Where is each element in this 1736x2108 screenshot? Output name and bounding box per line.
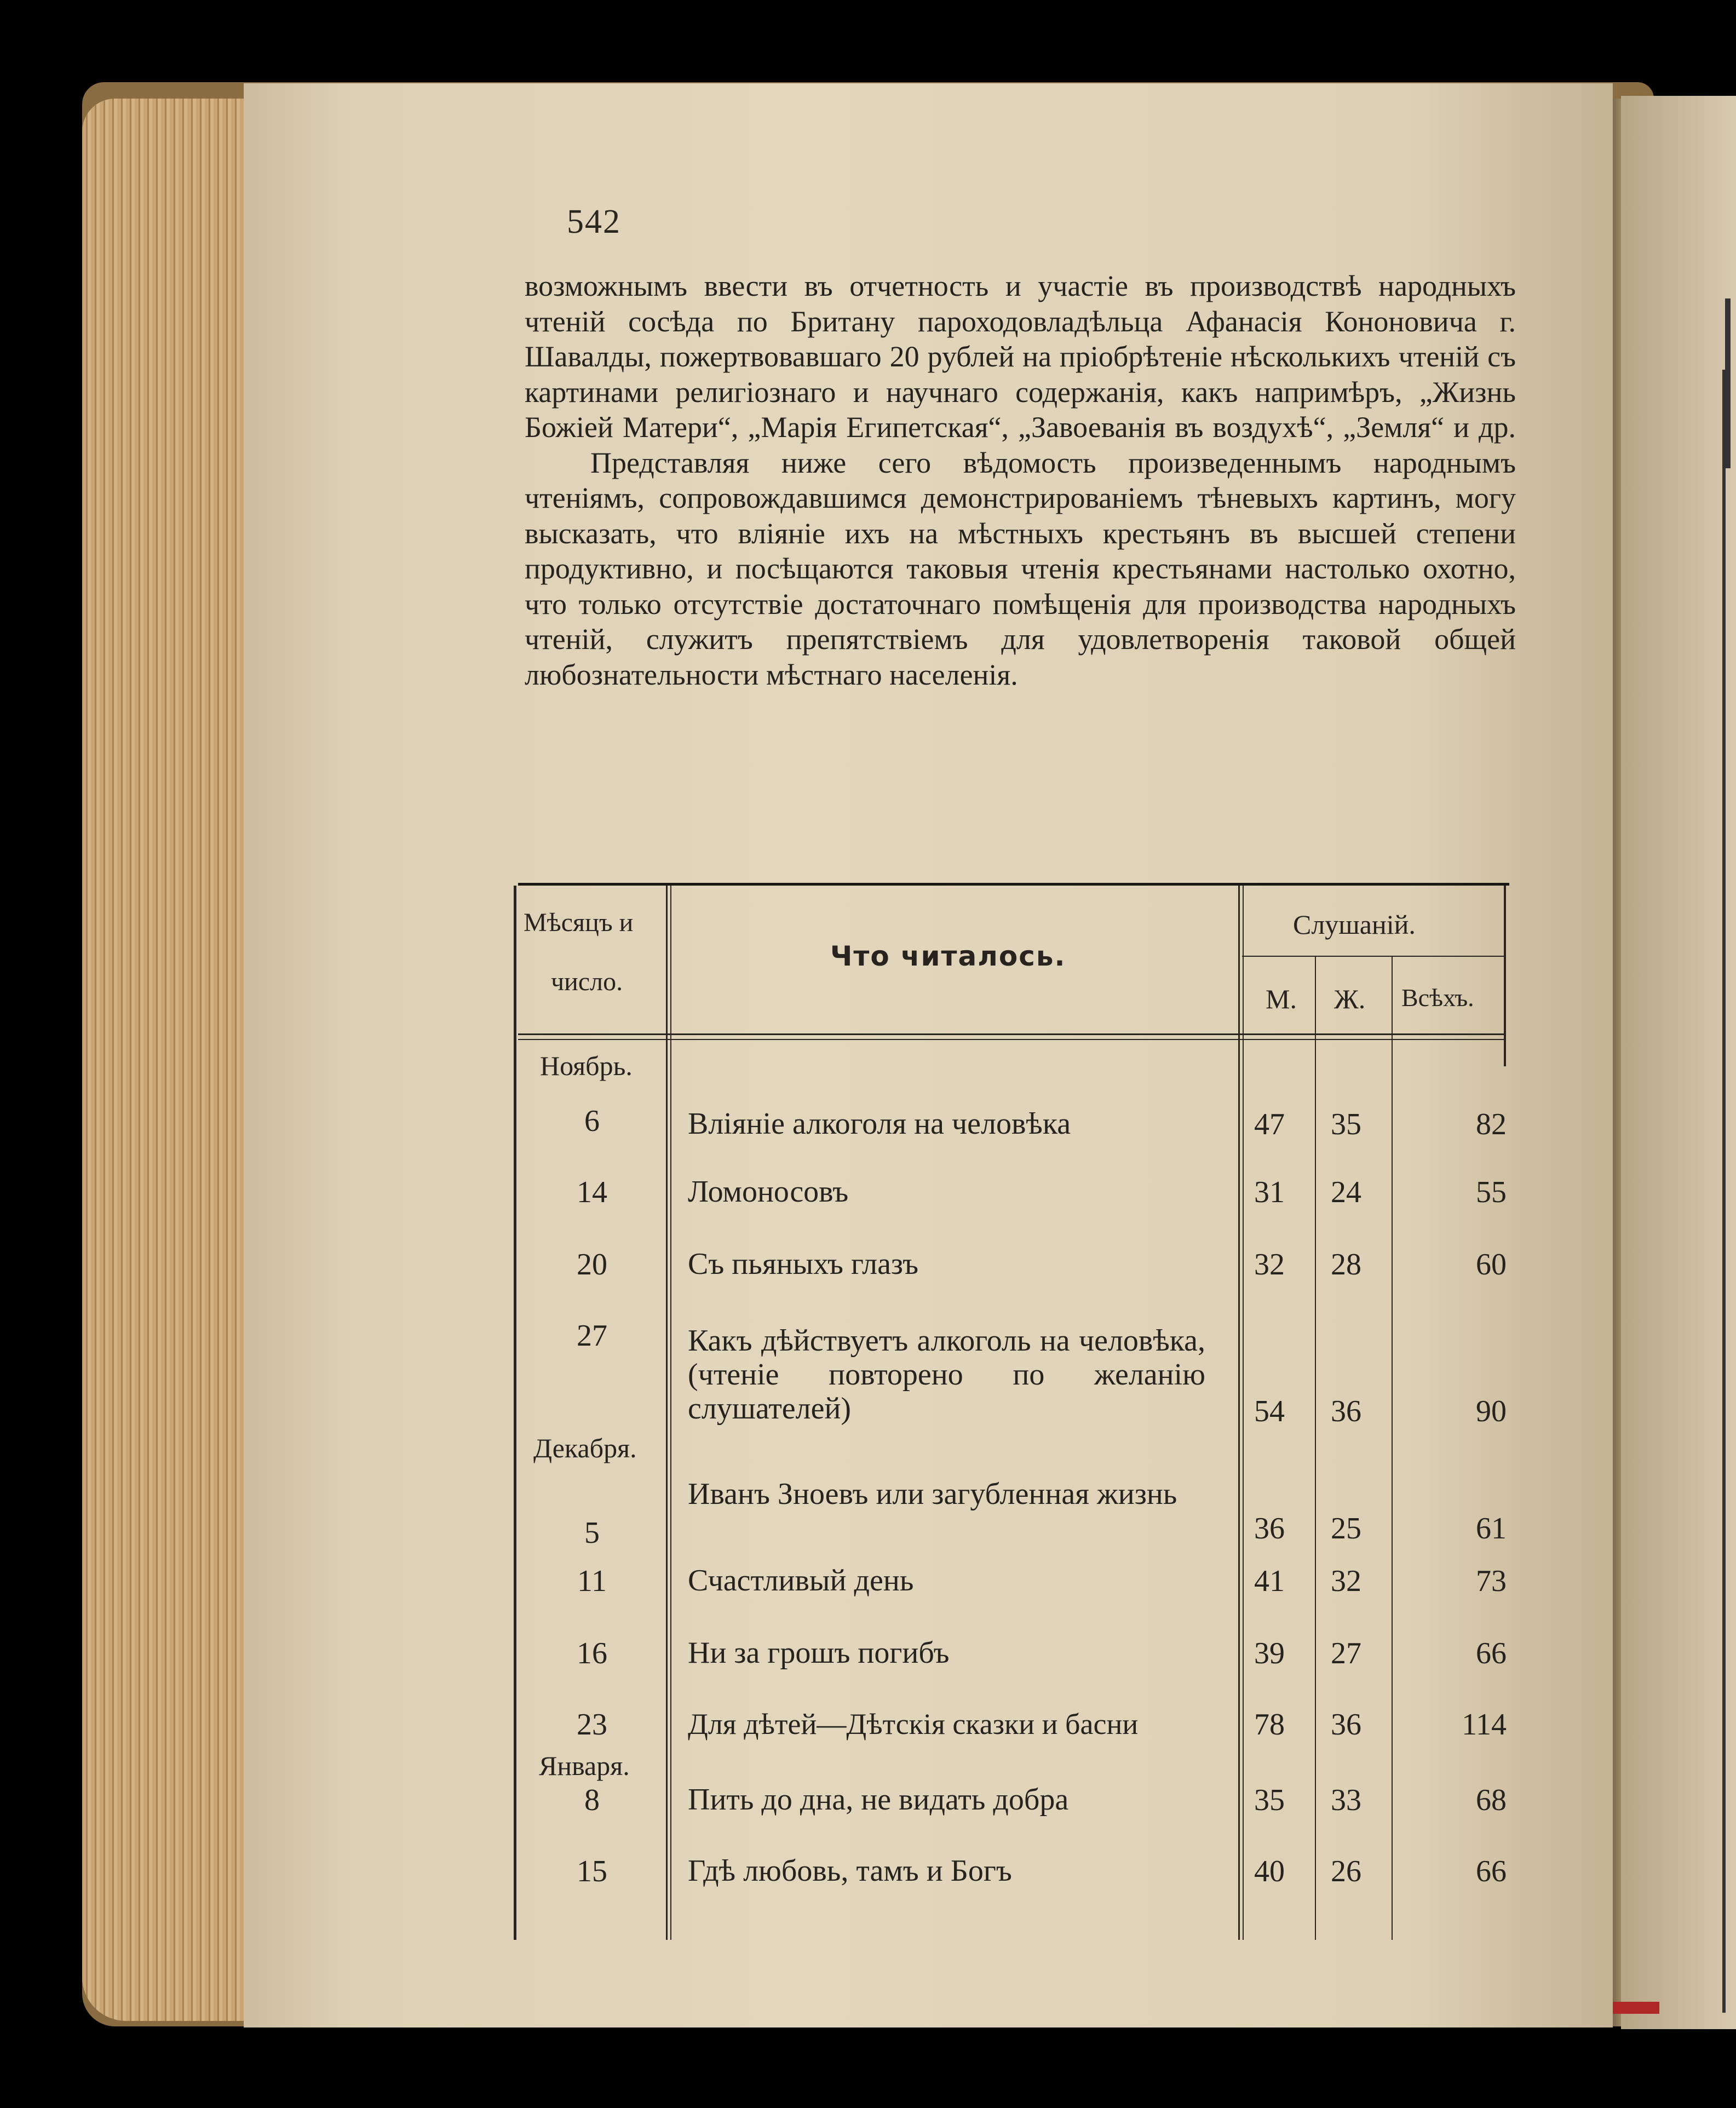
row-title: Для дѣтей—Дѣтскія сказки и басни [688, 1708, 1139, 1741]
row-date: 23 [577, 1708, 607, 1742]
row-m: 54 [1254, 1394, 1285, 1428]
page-edges [82, 99, 263, 2021]
header-title: Что читалось. [830, 940, 1066, 972]
row-title: Ломоносовъ [688, 1175, 849, 1209]
row-date: 5 [584, 1516, 600, 1550]
row-m: 32 [1254, 1248, 1285, 1282]
row-total: 66 [1476, 1854, 1507, 1888]
reading-table [518, 883, 1509, 1937]
body-text [525, 268, 1516, 692]
row-date: 20 [577, 1248, 607, 1282]
facing-page [1621, 96, 1736, 2029]
header-total: Всѣхъ. [1401, 984, 1474, 1012]
row-title: Иванъ Зноевъ или загубленная жизнь [688, 1477, 1177, 1511]
month-november: Ноябрь. [540, 1050, 633, 1081]
row-m: 36 [1254, 1512, 1285, 1546]
header-month-1: Мѣсяцъ и [524, 908, 634, 937]
header-bottom-rule [518, 1039, 1505, 1040]
col-separator [666, 886, 668, 1940]
row-total: 60 [1476, 1248, 1507, 1282]
row-title: Ни за грошъ погибъ [688, 1636, 950, 1670]
header-listeners: Слушаній. [1293, 909, 1416, 940]
month-january: Января. [539, 1750, 630, 1781]
row-total: 90 [1476, 1394, 1507, 1428]
row-z: 25 [1331, 1512, 1361, 1546]
row-z: 35 [1331, 1107, 1361, 1141]
row-date: 14 [577, 1175, 607, 1209]
paragraph-2: Представляя ниже сего вѣдомость произведеннымъ народнымъ чтеніямъ, сопровождавшимся демонстрированіемъ тѣневыхъ картинъ, могу высказать, что вліяніе ихъ на мѣстныхъ крестьянъ въ высшей степени продуктивно, и посѣщаются таковыя чтенія крестьянами настолько охотно, что только отсутствіе достаточнаго помѣщенія для производства народныхъ чтеній, служитъ препятствіемъ для удовлетворенія таковой общей любознательности мѣстнаго населенія. [525, 446, 1516, 691]
row-total: 55 [1476, 1175, 1507, 1209]
row-m: 41 [1254, 1564, 1285, 1598]
row-date: 16 [577, 1636, 607, 1670]
row-m: 35 [1254, 1783, 1285, 1817]
row-z: 24 [1331, 1175, 1361, 1209]
row-z: 28 [1331, 1248, 1361, 1282]
row-date: 6 [584, 1104, 600, 1138]
row-total: 66 [1476, 1636, 1507, 1670]
row-m: 47 [1254, 1107, 1285, 1141]
row-total: 82 [1476, 1107, 1507, 1141]
row-m: 39 [1254, 1636, 1285, 1670]
row-total: 61 [1476, 1512, 1507, 1546]
header-subrule [1242, 956, 1505, 957]
row-title: Пить до дна, не видать добра [688, 1783, 1069, 1817]
row-date: 15 [577, 1854, 607, 1888]
row-z: 36 [1331, 1708, 1361, 1742]
row-z: 33 [1331, 1783, 1361, 1817]
row-z: 26 [1331, 1854, 1361, 1888]
row-title: Съ пьяныхъ глазъ [688, 1247, 919, 1281]
row-title: Вліяніе алкоголя на человѣка [688, 1107, 1071, 1141]
row-m: 78 [1254, 1708, 1285, 1742]
row-z: 32 [1331, 1564, 1361, 1598]
row-title: Счастливый день [688, 1564, 914, 1598]
facing-page-table-border [1722, 370, 1736, 2013]
row-z: 27 [1331, 1636, 1361, 1670]
paragraph-1: возможнымъ ввести въ отчетность и участіе въ производствѣ народныхъ чтеній сосѣда по Британу пароходовладѣльца Афанасія Кононовича г. Шавалды, пожертвовавшаго 20 рублей на пріобрѣтеніе нѣсколькихъ чтеній съ картинами религіознаго и научнаго содержанія, какъ напримѣръ, „Жизнь Божіей Матери“, „Марія Египетская“, „Завоеванія въ воздухѣ“, „Земля“ и др. [525, 269, 1516, 444]
row-total: 114 [1462, 1708, 1507, 1742]
row-date: 11 [577, 1564, 607, 1598]
row-title: Какъ дѣйствуетъ алкоголь на человѣка, (чтеніе повторено по желанію слушателей) [688, 1324, 1205, 1426]
header-z: Ж. [1334, 984, 1366, 1014]
header-m: М. [1266, 984, 1297, 1014]
page-number: 542 [567, 203, 621, 240]
col-separator [670, 886, 671, 1940]
row-m: 31 [1254, 1175, 1285, 1209]
row-z: 36 [1331, 1394, 1361, 1428]
row-m: 40 [1254, 1854, 1285, 1888]
row-total: 73 [1476, 1564, 1507, 1598]
table-left-border [514, 886, 516, 1940]
row-date: 27 [577, 1319, 607, 1353]
row-total: 68 [1476, 1783, 1507, 1817]
header-month-2: число. [551, 967, 623, 996]
row-title: Гдѣ любовь, тамъ и Богъ [688, 1854, 1012, 1888]
month-december: Декабря. [533, 1433, 637, 1463]
row-date: 8 [584, 1783, 600, 1817]
header-bottom-rule [518, 1033, 1505, 1035]
